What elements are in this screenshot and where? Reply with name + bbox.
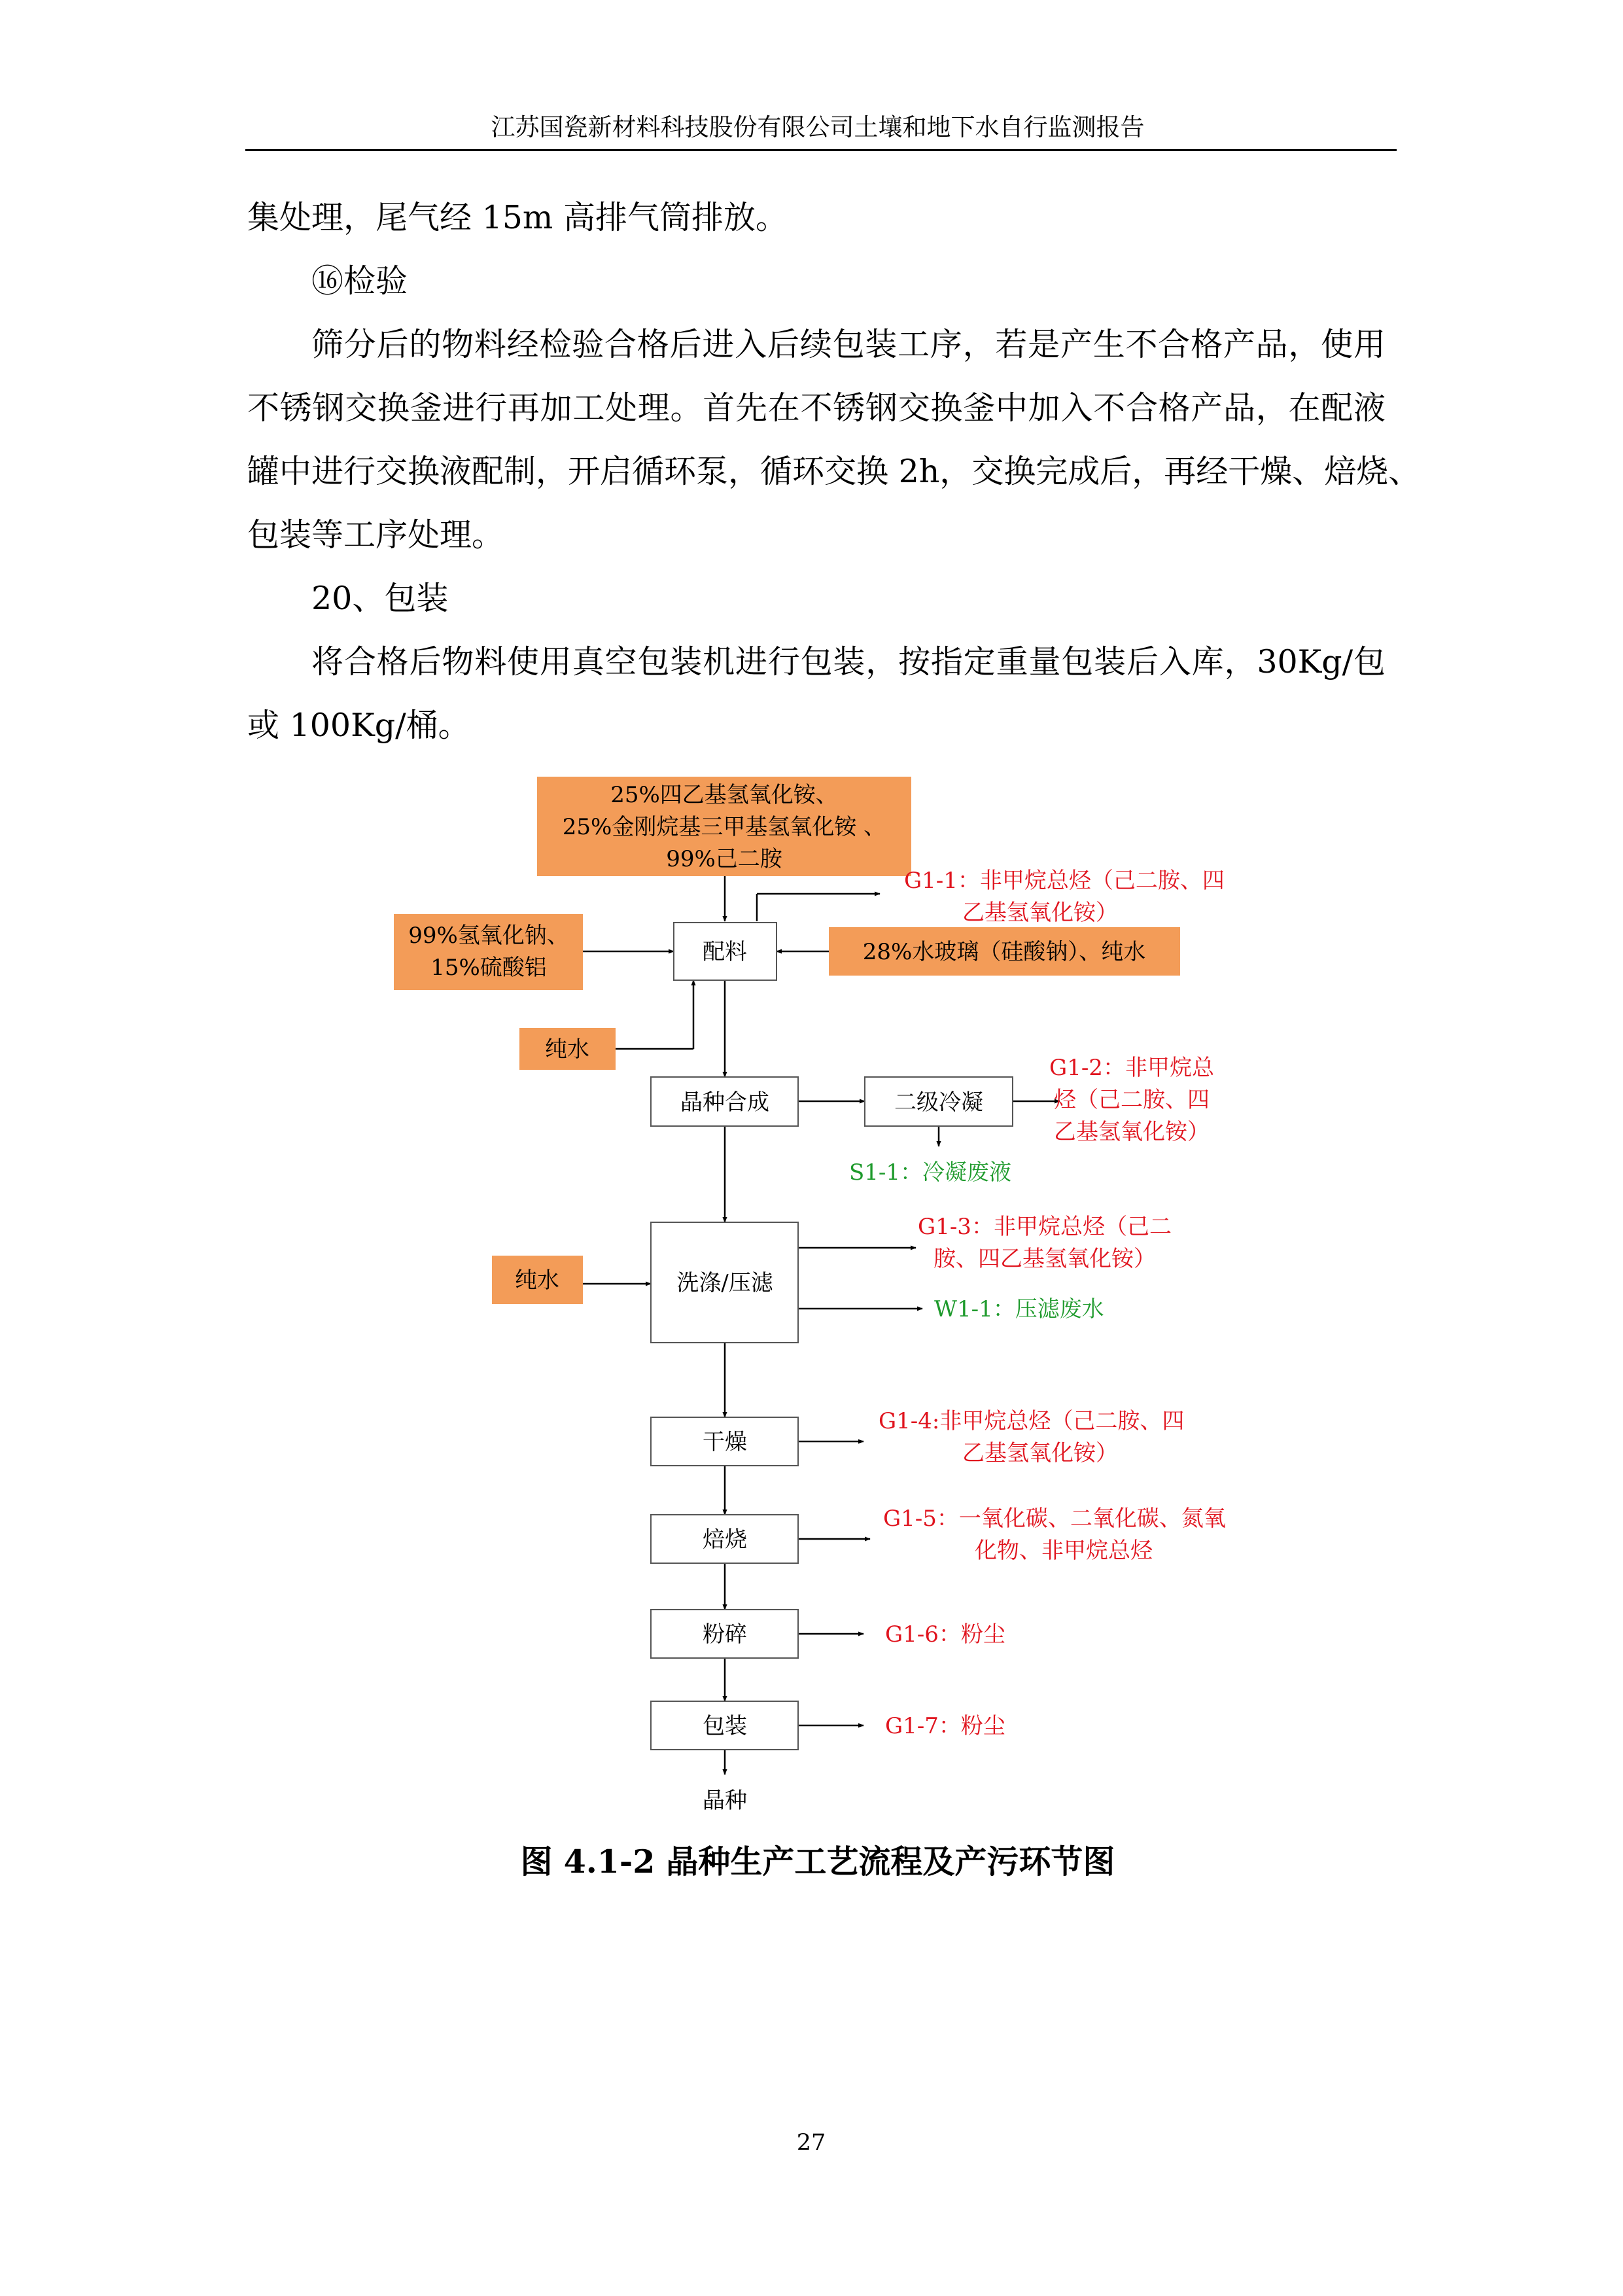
input-label: 纯水	[545, 1036, 589, 1063]
input-label: 纯水	[515, 1267, 559, 1294]
emission-g1-5	[883, 1506, 1226, 1564]
input-box-pure-water	[520, 1029, 615, 1069]
page-header-title: 江苏国瓷新材料科技股份有限公司土壤和地下水自行监测报告	[491, 113, 1145, 141]
svg-text:胺、四乙基氢氧化铵）: 胺、四乙基氢氧化铵）	[934, 1246, 1156, 1272]
input-label: 28%水玻璃（硅酸钠）、纯水	[862, 939, 1146, 965]
emission-g1-3	[918, 1214, 1172, 1272]
paragraph-line: 将合格后物料使用真空包装机进行包装，按指定重量包装后入库，30Kg/包	[311, 643, 1386, 680]
waste-w1-1: W1-1：压滤废水	[934, 1296, 1104, 1322]
input-label-line: 99%氢氧化钠、	[408, 923, 569, 949]
svg-text:乙基氢氧化铵）: 乙基氢氧化铵）	[1054, 1119, 1210, 1145]
input-box-right-materials	[829, 928, 1179, 975]
paragraph-line: 罐中进行交换液配制，开启循环泵，循环交换 2h，交换完成后，再经干燥、焙烧、	[247, 453, 1421, 490]
product-label: 晶种	[703, 1788, 747, 1814]
emission-g1-6: G1-6：粉尘	[885, 1621, 1005, 1648]
waste-s1-1: S1-1：冷凝废液	[849, 1159, 1012, 1186]
step-label-packaging: 包装	[703, 1713, 747, 1739]
svg-text:G1-2：非甲烷总: G1-2：非甲烷总	[1049, 1055, 1214, 1081]
paragraph-line: 或 100Kg/桶。	[247, 707, 470, 744]
paragraph-line: 集处理，尾气经 15m 高排气筒排放。	[247, 199, 788, 236]
paragraph-line: 筛分后的物料经检验合格后进入后续包装工序，若是产生不合格产品，使用	[311, 326, 1386, 363]
paragraph-line: 包装等工序处理。	[247, 516, 504, 554]
step-label-roasting: 焙烧	[703, 1527, 747, 1553]
input-box-left-materials	[394, 915, 582, 989]
emission-g1-1	[904, 868, 1225, 926]
figure-caption: 图 4.1-2 晶种生产工艺流程及产污环节图	[520, 1843, 1115, 1881]
input-label-line: 25%金刚烷基三甲基氢氧化铵 、	[562, 814, 886, 840]
svg-text:G1-3：非甲烷总烃（己二: G1-3：非甲烷总烃（己二	[918, 1214, 1172, 1240]
step-label-washing-press-filtering: 洗涤/压滤	[676, 1270, 773, 1296]
input-box-pure-water	[493, 1256, 582, 1303]
step-label-crushing: 粉碎	[703, 1621, 747, 1648]
emission-g1-2	[1049, 1055, 1215, 1145]
svg-text:化物、非甲烷总烃: 化物、非甲烷总烃	[975, 1538, 1153, 1564]
step-label-batching: 配料	[703, 939, 747, 965]
emission-g1-4	[879, 1408, 1184, 1466]
svg-text:乙基氢氧化铵）: 乙基氢氧化铵）	[962, 1440, 1118, 1466]
svg-text:烃（己二胺、四: 烃（己二胺、四	[1054, 1087, 1210, 1113]
step-label-seed-synthesis: 晶种合成	[680, 1089, 769, 1116]
paragraph-line: 不锈钢交换釜进行再加工处理。首先在不锈钢交换釜中加入不合格产品，在配液	[247, 389, 1386, 427]
emission-g1-7: G1-7：粉尘	[885, 1713, 1005, 1739]
section-heading-packaging: 20、包装	[311, 580, 449, 617]
input-label-line: 99%己二胺	[666, 846, 782, 872]
page-number: 27	[796, 2130, 826, 2156]
step-label-drying: 干燥	[703, 1429, 747, 1455]
svg-text:G1-4:非甲烷总烃（己二胺、四: G1-4:非甲烷总烃（己二胺、四	[879, 1408, 1185, 1434]
section-heading-inspection: ⑯检验	[311, 262, 408, 300]
step-label-secondary-condensation: 二级冷凝	[894, 1089, 983, 1116]
svg-text:G1-1：非甲烷总烃（己二胺、四: G1-1：非甲烷总烃（己二胺、四	[904, 868, 1225, 894]
svg-text:G1-5：一氧化碳、二氧化碳、氮氧: G1-5：一氧化碳、二氧化碳、氮氧	[883, 1506, 1226, 1532]
input-box-top-materials	[538, 777, 911, 875]
input-label-line: 25%四乙基氢氧化铵、	[610, 782, 838, 808]
input-label-line: 15%硫酸铝	[430, 955, 547, 981]
svg-text:乙基氢氧化铵）: 乙基氢氧化铵）	[962, 900, 1118, 926]
